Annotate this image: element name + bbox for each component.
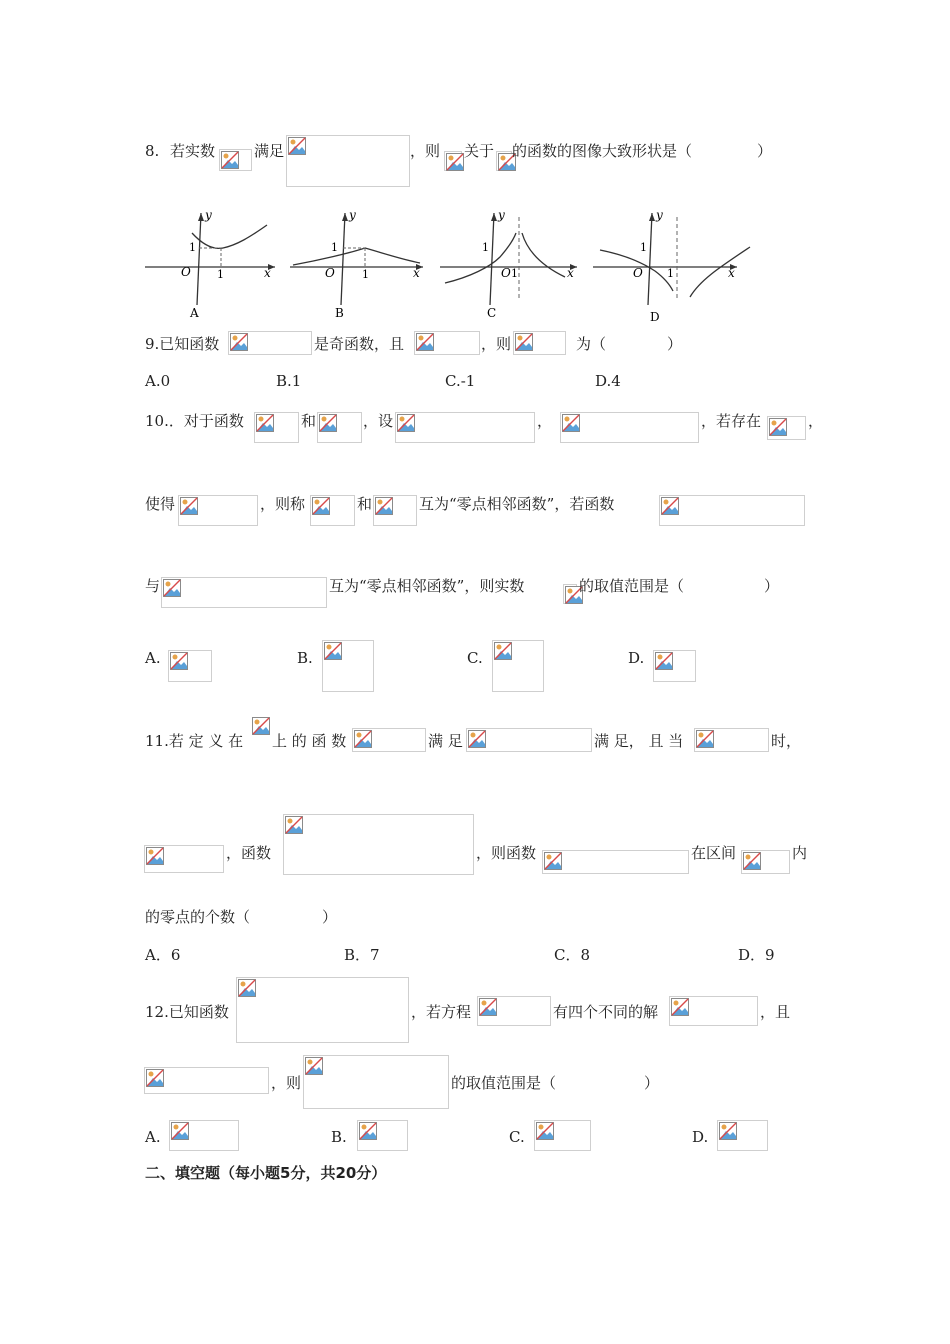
broken-image-icon — [238, 979, 256, 997]
graph-c — [440, 208, 577, 320]
broken-image-icon — [170, 652, 188, 670]
formula-image — [466, 728, 592, 752]
q10-text-5: ，若存在 — [701, 412, 762, 430]
broken-image-icon — [285, 816, 303, 834]
q10-text-7: 使得 — [145, 495, 176, 513]
formula-image — [767, 416, 806, 440]
formula-image — [477, 996, 551, 1026]
graph-b-origin: O — [325, 266, 335, 280]
broken-image-icon — [324, 642, 342, 660]
q8-text-6: ） — [757, 142, 773, 160]
q9-text-3: ，则 — [481, 335, 512, 353]
formula-image — [310, 495, 355, 526]
graph-c-one-y: 1 — [482, 241, 489, 254]
broken-image-icon — [544, 852, 562, 870]
section-2-title: 二、填空题（每小题5分，共20分） — [145, 1164, 387, 1182]
q12-text-1: 12.已知函数 — [145, 1003, 229, 1021]
broken-image-icon — [468, 730, 486, 748]
graph-d-origin: O — [633, 266, 643, 280]
formula-image — [513, 331, 566, 355]
broken-image-icon — [743, 852, 761, 870]
broken-image-icon — [494, 642, 512, 660]
q12-option-b: B. — [331, 1128, 347, 1146]
broken-image-icon — [696, 730, 714, 748]
graph-a-y: y — [205, 208, 212, 222]
formula-image — [168, 650, 212, 682]
q10-option-a: A. — [145, 649, 161, 667]
broken-image-icon — [359, 1122, 377, 1140]
q10-text-12: 互为“零点相邻函数”，则实数 — [329, 577, 525, 595]
q12-text-2: ，若方程 — [411, 1003, 472, 1021]
q10-option-d: D. — [628, 649, 645, 667]
q9-option-d: D.4 — [595, 372, 621, 390]
q10-option-b: B. — [297, 649, 313, 667]
formula-image — [741, 850, 790, 874]
formula-image — [395, 412, 535, 443]
graph-a — [145, 208, 275, 320]
graph-d-label: D — [650, 310, 660, 324]
broken-image-icon — [661, 497, 679, 515]
broken-image-icon — [312, 497, 330, 515]
q10-text-8: ，则称 — [260, 495, 306, 513]
q10-text-1: 10.．对于函数 — [145, 412, 244, 430]
q11-text-11: ） — [322, 908, 338, 926]
broken-image-icon — [479, 998, 497, 1016]
formula-image — [283, 814, 474, 875]
formula-image — [219, 149, 252, 171]
q12-text-5: ，则 — [271, 1074, 302, 1092]
broken-image-icon — [305, 1057, 323, 1075]
q9-text-4: 为（ — [576, 335, 607, 353]
graph-a-x: x — [264, 266, 271, 280]
formula-image — [250, 715, 270, 753]
broken-image-icon — [671, 998, 689, 1016]
formula-image — [492, 640, 544, 692]
broken-image-icon — [256, 414, 274, 432]
graph-c-label: C — [487, 306, 497, 320]
q11-text-10: 的零点的个数（ — [145, 908, 251, 926]
q11-option-a: A．6 — [145, 946, 181, 964]
formula-image — [322, 640, 374, 692]
graph-a-label: A — [190, 306, 199, 320]
formula-image — [444, 151, 462, 171]
broken-image-icon — [536, 1122, 554, 1140]
graph-c-y: y — [498, 208, 505, 222]
q9-text-1: 9.已知函数 — [145, 335, 220, 353]
q8-number: 8. — [145, 142, 160, 160]
q11-text-3: 满 足 — [428, 732, 463, 750]
q12-text-4: ，且 — [760, 1003, 791, 1021]
q9-text-5: ） — [667, 335, 683, 353]
q12-text-7: ） — [644, 1074, 660, 1092]
broken-image-icon — [221, 151, 239, 169]
graph-a-one-y: 1 — [189, 241, 196, 254]
formula-image — [317, 412, 362, 443]
q8-text-2: 满足 — [254, 142, 285, 160]
q10-text-4: ， — [537, 412, 553, 430]
q11-text-2: 上 的 函 数 — [272, 732, 347, 750]
graph-d-x: x — [728, 266, 735, 280]
broken-image-icon — [719, 1122, 737, 1140]
formula-image — [144, 845, 224, 873]
formula-image — [717, 1120, 768, 1151]
q12-option-d: D. — [692, 1128, 709, 1146]
broken-image-icon — [416, 333, 434, 351]
formula-image — [303, 1055, 449, 1109]
formula-image — [144, 1067, 269, 1094]
graph-d-one-x: 1 — [667, 267, 674, 280]
formula-image — [178, 495, 258, 526]
formula-image — [161, 577, 327, 608]
q11-text-9: 内 — [792, 844, 808, 862]
formula-image — [236, 977, 409, 1043]
q9-option-b: B.1 — [276, 372, 302, 390]
graph-d — [593, 208, 750, 324]
q12-option-c: C. — [509, 1128, 525, 1146]
broken-image-icon — [230, 333, 248, 351]
formula-image — [286, 135, 410, 187]
formula-image — [352, 728, 426, 752]
broken-image-icon — [171, 1122, 189, 1140]
broken-image-icon — [163, 579, 181, 597]
broken-image-icon — [319, 414, 337, 432]
graph-c-one-x: 1 — [511, 267, 518, 280]
q10-text-13: 的取值范围是（ — [579, 577, 685, 595]
broken-image-icon — [180, 497, 198, 515]
formula-image — [254, 412, 299, 443]
q10-text-3: ，设 — [363, 412, 394, 430]
graph-b-x: x — [413, 266, 420, 280]
broken-image-icon — [562, 414, 580, 432]
q12-text-3: 有四个不同的解 — [553, 1003, 659, 1021]
q11-text-7: ，则函数 — [476, 844, 537, 862]
formula-image — [496, 151, 512, 171]
formula-image — [414, 331, 480, 355]
formula-image — [560, 412, 699, 443]
graph-c-origin: O — [501, 266, 511, 280]
broken-image-icon — [288, 137, 306, 155]
graph-b-one-y: 1 — [331, 241, 338, 254]
broken-image-icon — [515, 333, 533, 351]
broken-image-icon — [146, 1069, 164, 1087]
formula-image — [534, 1120, 591, 1151]
formula-image — [659, 495, 805, 526]
q8-text-5: 的函数的图像大致形状是（ — [512, 142, 693, 160]
q8-text-1: 若实数 — [170, 142, 216, 160]
q10-text-6: ， — [808, 412, 824, 430]
formula-image — [228, 331, 312, 355]
formula-image — [542, 850, 689, 874]
graph-d-one-y: 1 — [640, 241, 647, 254]
formula-image — [653, 650, 696, 682]
function-graphs — [145, 205, 765, 325]
q9-option-c: C.-1 — [445, 372, 476, 390]
broken-image-icon — [146, 847, 164, 865]
formula-image — [563, 584, 577, 604]
graph-a-one-x: 1 — [217, 268, 224, 281]
graph-c-x: x — [567, 266, 574, 280]
q11-text-5: 时， — [771, 732, 802, 750]
q9-option-a: A.0 — [145, 372, 171, 390]
graph-b-label: B — [335, 306, 344, 320]
graph-a-origin: O — [181, 265, 191, 279]
q10-text-10: 互为“零点相邻函数”，若函数 — [419, 495, 615, 513]
q10-text-9: 和 — [357, 495, 373, 513]
broken-image-icon — [397, 414, 415, 432]
q12-text-6: 的取值范围是（ — [451, 1074, 557, 1092]
q10-text-11: 与 — [145, 577, 161, 595]
q8-text-3: ，则 — [410, 142, 441, 160]
graph-b — [290, 208, 423, 320]
q12-option-a: A. — [145, 1128, 161, 1146]
broken-image-icon — [354, 730, 372, 748]
graph-b-one-x: 1 — [362, 268, 369, 281]
formula-image — [373, 495, 417, 526]
q10-text-14: ） — [764, 577, 780, 595]
formula-image — [694, 728, 769, 752]
q11-text-1: 11.若 定 义 在 — [145, 732, 244, 750]
q11-option-b: B．7 — [344, 946, 380, 964]
q11-text-8: 在区间 — [691, 844, 737, 862]
broken-image-icon — [446, 153, 464, 171]
q10-option-c: C. — [467, 649, 483, 667]
q9-text-2: 是奇函数，且 — [314, 335, 405, 353]
q11-option-d: D．9 — [738, 946, 775, 964]
q8-text-4: 关于 — [464, 142, 495, 160]
broken-image-icon — [375, 497, 393, 515]
q11-option-c: C．8 — [554, 946, 591, 964]
broken-image-icon — [252, 717, 270, 735]
broken-image-icon — [769, 418, 787, 436]
q10-text-2: 和 — [301, 412, 317, 430]
q11-text-6: ，函数 — [226, 844, 272, 862]
graph-b-y: y — [349, 208, 356, 222]
graph-d-y: y — [656, 208, 663, 222]
formula-image — [169, 1120, 239, 1151]
q11-text-4: 满 足， 且 当 — [594, 732, 684, 750]
formula-image — [357, 1120, 408, 1151]
broken-image-icon — [655, 652, 673, 670]
formula-image — [669, 996, 758, 1026]
